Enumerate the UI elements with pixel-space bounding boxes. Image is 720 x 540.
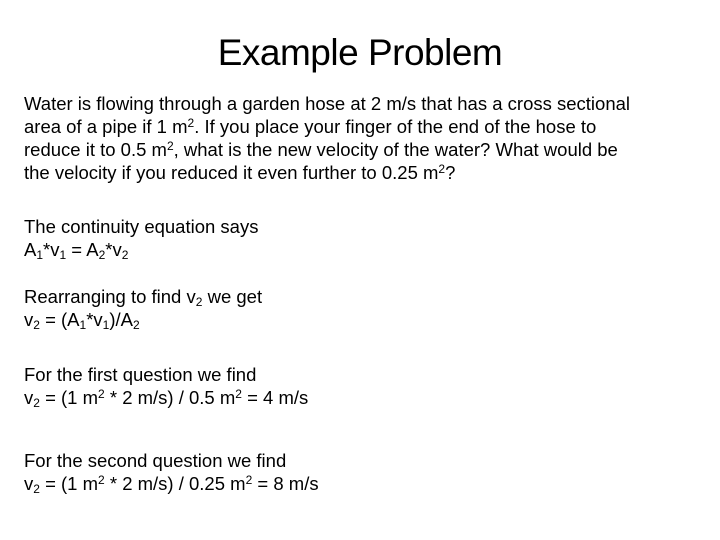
problem-line-4 xyxy=(24,161,700,184)
subscript: 1 xyxy=(79,318,87,332)
eq-symbol: v xyxy=(24,309,34,330)
eq-symbol: v xyxy=(24,473,34,494)
subscript: 2 xyxy=(98,248,106,262)
eq-symbol: * xyxy=(105,239,113,260)
subscript: 1 xyxy=(59,248,67,262)
superscript: 2 xyxy=(187,116,195,130)
subscript: 1 xyxy=(36,248,44,262)
problem-statement xyxy=(24,92,700,184)
problem-text: the velocity if you reduced it even further to 0.25 m xyxy=(24,162,439,183)
subscript: 2 xyxy=(33,396,40,410)
superscript: 2 xyxy=(98,387,105,401)
second-question-heading: For the second question we find xyxy=(24,450,287,471)
second-question-equation xyxy=(24,472,700,495)
superscript: 2 xyxy=(166,139,174,153)
eq-text: = 8 m/s xyxy=(252,473,319,494)
problem-text: area of a pipe if 1 m xyxy=(24,116,188,137)
eq-symbol: v xyxy=(50,239,60,260)
problem-line-1: Water is flowing through a garden hose at 2 m/s that has a cross sectional xyxy=(24,93,631,114)
rearrange-heading xyxy=(24,285,700,308)
continuity-equation xyxy=(24,238,700,261)
eq-symbol: *v xyxy=(86,309,103,330)
superscript: 2 xyxy=(438,162,446,176)
superscript: 2 xyxy=(98,473,105,487)
rearrange-block xyxy=(24,285,700,331)
second-question-block xyxy=(24,449,700,495)
first-question-block xyxy=(24,363,700,409)
subscript: 2 xyxy=(133,318,140,332)
superscript: 2 xyxy=(235,387,242,401)
problem-text: . If you place your finger of the end of the hose to xyxy=(194,116,597,137)
problem-line-3 xyxy=(24,138,700,161)
slide-title: Example Problem xyxy=(217,32,503,73)
eq-text: = 4 m/s xyxy=(241,387,309,408)
first-question-heading: For the first question we find xyxy=(24,364,257,385)
eq-symbol: * xyxy=(43,239,51,260)
eq-symbol: = xyxy=(66,239,87,260)
subscript: 2 xyxy=(33,318,40,332)
problem-text: , what is the new velocity of the water? What would be xyxy=(173,139,618,160)
subscript: 2 xyxy=(33,482,40,496)
rearrange-text: Rearranging to find v xyxy=(24,286,196,307)
eq-symbol: = (A xyxy=(39,309,80,330)
continuity-block xyxy=(24,215,700,261)
problem-text: ? xyxy=(445,162,456,183)
subscript: 2 xyxy=(121,248,129,262)
eq-symbol: A xyxy=(24,239,37,260)
eq-symbol: )/A xyxy=(109,309,133,330)
subscript: 2 xyxy=(195,295,203,309)
eq-symbol: v xyxy=(24,387,34,408)
eq-text: = (1 m xyxy=(39,473,99,494)
rearrange-equation xyxy=(24,308,700,331)
problem-text: reduce it to 0.5 m xyxy=(24,139,167,160)
superscript: 2 xyxy=(245,473,253,487)
problem-line-2 xyxy=(24,115,700,138)
rearrange-text: we get xyxy=(202,286,263,307)
eq-text: * 2 m/s) / 0.5 m xyxy=(104,387,236,408)
eq-text: = (1 m xyxy=(39,387,99,408)
eq-symbol: A xyxy=(86,239,99,260)
eq-symbol: v xyxy=(112,239,122,260)
first-question-equation xyxy=(24,386,700,409)
eq-text: * 2 m/s) / 0.25 m xyxy=(104,473,246,494)
continuity-heading: The continuity equation says xyxy=(24,216,259,237)
subscript: 1 xyxy=(102,318,110,332)
